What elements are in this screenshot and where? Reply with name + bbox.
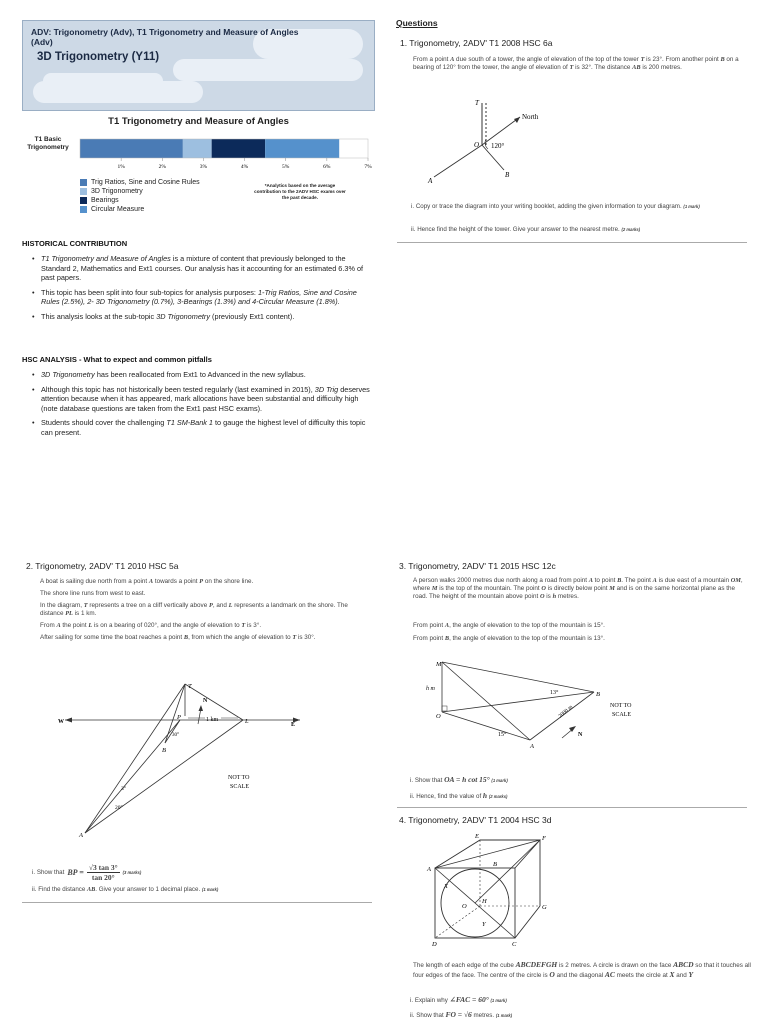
question-4-diagram [420,830,560,946]
label-b: B [505,171,510,179]
label-a: A [530,743,534,750]
subtopic-title: 3D Trigonometry (Y11) [37,51,160,63]
legend-label: Circular Measure [91,206,145,213]
label-b: B [493,861,497,868]
label-x: X [444,883,448,890]
label-l: L [245,718,249,725]
label-1km: 1 km [206,717,219,723]
question-2-text: A boat is sailing due north from a point A towards a point P on the shore line. The shore line runs from west to east. In the diagram, T represents a tree on a cliff vertically above P, and L represents a landmark on the shore. The distance PL is 1 km. From A the point L is on a bearing of 020°, and the angle of elevation to T is 3°. After sailing for some time the boat reaches a point B, from which the angle of elevation to T is 30°. [40,578,348,641]
hsc-analysis-heading: HSC ANALYSIS - What to expect and common pitfalls [22,355,212,364]
divider [22,902,372,903]
label-north: N [578,732,583,738]
legend-label: 3D Trigonometry [91,188,143,195]
label-a: A [427,866,431,873]
label-t: T [188,683,192,690]
topic-header-box [22,20,375,111]
label-scale: SCALE [230,784,250,790]
chart-title: T1 Trigonometry and Measure of Angles [108,116,289,127]
question-2-part-i: i. Show that BP = $\frac{√3 \tan 3^\circ}{\tan 20^\circ}$ (3 marks) [32,863,142,882]
questions-heading: Questions [396,18,438,28]
label-not-to: NOT TO [610,703,632,709]
label-not-to: NOT TO [228,775,250,781]
label-c: C [512,941,517,946]
question-4-text: The length of each edge of the cube ABCDEFGH is 2 metres. A circle is drawn on the face ABCD so that it touches all four edges of the face. The centre of the circle is O and the diagonal AC meets the circle at X and Y [413,960,751,979]
label-15deg: 15° [498,732,507,738]
bar-segment-2 [183,139,212,158]
question-3-text: A person walks 2000 metres due north along a road from point A to point B. The point A is due east of a mountain OM, where M is the top of the mountain. The point O is directly below point M and is on the same horizontal plane as the road. The height of the mountain above point O is h metres. [413,577,743,600]
question-3-line-b: From point B, the angle of elevation to the top of the mountain is 13°. [413,635,605,642]
bar-segment-1 [80,139,183,158]
list-item: • 3D Trigonometry has been reallocated from Ext1 to Advanced in the new syllabus. [32,370,374,380]
label-h: H [482,898,487,905]
question-3-line-a: From point A, the angle of elevation to the top of the mountain is 15°. [413,622,605,629]
legend-swatch [80,206,87,213]
question-1-diagram [420,95,560,190]
label-east: E [291,722,296,728]
historical-list [32,254,374,327]
question-1-heading: 1. Trigonometry, 2ADV' T1 2008 HSC 6a [400,38,553,48]
question-3-part-ii: ii. Hence, find the value of h (2 marks) [410,791,508,800]
question-4-part-ii: ii. Show that FO = √6 metres. (1 mark) [410,1010,513,1019]
label-a: A [79,832,83,839]
label-p: P [177,714,181,721]
label-west: W [58,719,64,725]
label-angle: 120° [491,142,505,150]
question-1-text: From a point A due south of a tower, the angle of elevation of the top of the tower T is 23°. From another point B on a bearing of 120° from the tower, the angle of elevation of T is 32°. The distance AB is 200 metres. [413,56,739,71]
legend-item [80,188,143,195]
hsc-analysis-list [32,370,374,443]
question-1-part-ii: ii. Hence find the height of the tower. Give your answer to the nearest metre. (2 marks) [411,226,641,233]
label-t: T [475,99,479,107]
legend-swatch [80,188,87,195]
contribution-bar-chart [78,137,373,177]
question-3-part-i: i. Show that OA = h cot 15° (1 mark) [410,775,508,784]
legend-item [80,179,200,186]
question-1-part-i: i. Copy or trace the diagram into your writing booklet, adding the given information to your diagram. (1 mark) [411,203,700,210]
list-item: • This analysis looks at the sub-topic 3D Trigonometry (previously Ext1 content). [32,312,374,322]
label-scale: SCALE [612,712,632,718]
label-2000m: 2000 m [557,704,575,720]
question-4-heading: 4. Trigonometry, 2ADV' T1 2004 HSC 3d [399,815,552,825]
legend-label: Trig Ratios, Sine and Cosine Rules [91,179,200,186]
question-3-diagram [422,656,652,756]
question-2-diagram [55,678,305,840]
legend-label: Bearings [91,197,119,204]
label-13deg: 13° [550,690,559,696]
x-tick-label: 4% [240,164,249,170]
x-tick-label: 2% [158,164,166,170]
label-20deg: 20° [115,805,123,811]
x-tick-label: 3% [199,164,208,170]
label-b: B [162,747,166,754]
topic-line: ADV: Trigonometry (Adv), T1 Trigonometry and Measure of Angles (Adv) [31,27,299,47]
label-e: E [475,833,479,840]
label-30deg: 30° [172,733,179,738]
legend-item [80,206,144,213]
label-north: N [203,698,208,704]
label-north: North [522,113,539,121]
divider [397,807,747,808]
question-2-part-ii: ii. Find the distance AB. Give your answer to 1 decimal place. (1 mark) [32,886,219,893]
label-a: A [428,177,433,185]
question-3-heading: 3. Trigonometry, 2ADV' T1 2015 HSC 12c [399,561,556,571]
label-3deg: 3° [121,786,126,792]
label-o: O [474,141,480,149]
list-item: • Although this topic has not historically been tested regularly (last examined in 2015), 3D Trig deserves attention because when it has appeared, mark allocations have been substantial and difficulty high (note database questions are taken from the Ext1 past HSC exams). [32,385,374,414]
x-tick-label: 1% [117,164,125,170]
label-m: M [436,661,442,668]
legend-swatch [80,197,87,204]
historical-heading: HISTORICAL CONTRIBUTION [22,239,128,248]
list-item: • T1 Trigonometry and Measure of Angles is a mixture of content that previously belonged to the Standard 2, Mathematics and Ext1 courses. Our analysis has it accounting for an estimated 6.3% of past papers. [32,254,374,283]
question-2-heading: 2. Trigonometry, 2ADV' T1 2010 HSC 5a [26,561,179,571]
question-4-part-i: i. Explain why ∠FAC = 60° (1 mark) [410,995,507,1004]
label-d: D [432,941,437,946]
x-tick-label: 6% [323,164,331,170]
x-tick-label: 7% [364,164,372,170]
label-g: G [542,904,547,911]
bar-segment-4 [265,139,339,158]
label-f: F [542,835,546,842]
divider [397,242,747,243]
chart-row-label: T1 Basic Trigonometry [27,136,69,151]
legend-item [80,197,119,204]
label-y: Y [482,921,486,928]
legend-swatch [80,179,87,186]
list-item: • This topic has been split into four sub-topics for analysis purposes: 1-Trig Ratios, Sine and Cosine Rules (2.5%), 2- 3D Trigonometry (0.7%), 3-Bearings (1.3%) and 4-Circular Measure (1.8%). [32,288,374,307]
x-tick-label: 5% [282,164,290,170]
label-o: O [436,713,441,720]
list-item: • Students should cover the challenging T1 SM-Bank 1 to gauge the highest level of difficulty this topic can present. [32,418,374,437]
label-o: O [462,903,467,910]
label-h: h m [426,686,435,692]
label-b: B [596,691,600,698]
bar-segment-3 [212,139,265,158]
chart-note: *Analytics based on the average contribution to the 2ADV HSC exams over the past decade. [254,183,346,200]
